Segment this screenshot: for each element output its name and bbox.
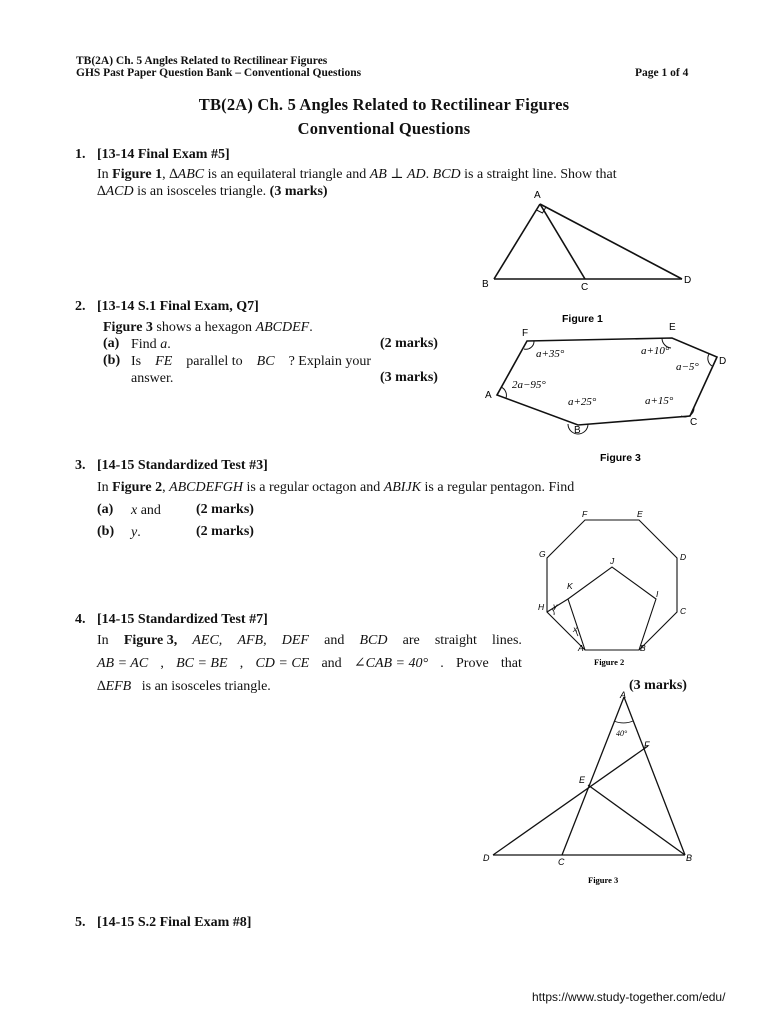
- figure-3-triangle: [478, 688, 698, 888]
- fig3-angle-label: 40°: [616, 729, 628, 738]
- hexagon-label-a: A: [485, 390, 492, 401]
- fig2-label-k: K: [567, 581, 573, 591]
- angle-label-d: a−5°: [676, 361, 699, 373]
- figure-1-label-b: B: [482, 279, 489, 290]
- q2a-marks: (2 marks): [380, 336, 438, 351]
- header-line1: TB(2A) Ch. 5 Angles Related to Rectilinear Figures: [76, 55, 328, 67]
- header-line2: GHS Past Paper Question Bank – Conventional Questions: [76, 67, 362, 79]
- figure-1-side-ab: [494, 204, 540, 279]
- q2-text: Figure 3 shows a hexagon ABCDEF.: [103, 320, 313, 335]
- fig2-label-f: F: [582, 509, 588, 519]
- q4-text-line2: AB = AC , BC = BE , CD = CE and ∠CAB = 40° . Prove that: [97, 656, 522, 671]
- q4-number: 4.: [75, 612, 86, 627]
- fig2-label-g: G: [539, 549, 546, 559]
- line-def: [493, 746, 648, 855]
- line-afb: [624, 697, 685, 855]
- fig3-label-f: F: [644, 740, 650, 750]
- q3a-marks: (2 marks): [196, 502, 254, 517]
- hexagon-label-f: F: [522, 328, 529, 339]
- q4-text-line1: In Figure 3, AEC, AFB, DEF and BCD are straight lines.: [97, 633, 522, 648]
- q2-number: 2.: [75, 299, 86, 314]
- figure-3-hexagon: [480, 308, 738, 468]
- figure-1-caption: Figure 1: [562, 313, 603, 325]
- q1-number: 1.: [75, 147, 86, 162]
- hexagon-label-d: D: [719, 356, 727, 367]
- q2b-label: (b): [103, 353, 121, 368]
- q2a-text: Find a.: [131, 337, 171, 352]
- q4-marks: (3 marks): [629, 678, 687, 693]
- q3-number: 3.: [75, 458, 86, 473]
- q3b-text: y.: [131, 525, 141, 540]
- figure-1-triangle: [474, 186, 704, 294]
- fig2-label-y: y: [553, 601, 558, 611]
- page-number: Page 1 of 4: [635, 67, 689, 79]
- fig2-label-h: H: [538, 602, 545, 612]
- angle-label-f: a+35°: [536, 348, 565, 360]
- document-subtitle: Conventional Questions: [297, 119, 471, 138]
- q2b-text-line2: answer.: [131, 371, 174, 386]
- figure-1-side-ad: [540, 204, 682, 279]
- pentagon-abijk: [568, 567, 656, 650]
- q2b-marks: (3 marks): [380, 370, 438, 385]
- figure-1-label-d: D: [684, 275, 692, 286]
- q3b-marks: (2 marks): [196, 524, 254, 539]
- fig2-label-d: D: [680, 552, 687, 562]
- angle-label-b: a+25°: [568, 396, 597, 408]
- fig2-label-a: A: [578, 643, 584, 653]
- line-hk: [547, 599, 568, 612]
- fig2-label-i: I: [656, 589, 659, 599]
- q2-source: [13-14 S.1 Final Exam, Q7]: [97, 299, 259, 314]
- fig2-label-b: B: [640, 643, 646, 653]
- hexagon-label-c: C: [690, 417, 698, 428]
- fig2-label-x: x: [573, 624, 578, 634]
- fig2-label-e: E: [637, 509, 643, 519]
- q1-text-line1: In Figure 1, ∆ABC is an equilateral triangle and AB ⊥ AD. BCD is a straight line. Show that: [97, 167, 617, 182]
- hexagon-label-b: B: [574, 425, 581, 436]
- q5-number: 5.: [75, 915, 86, 930]
- q3-source: [14-15 Standardized Test #3]: [97, 458, 268, 473]
- angle-label-a: 2a−95°: [512, 379, 546, 391]
- fig3-label-a: A: [620, 690, 627, 700]
- angle-label-c: a+15°: [645, 395, 674, 407]
- fig3-label-b: B: [686, 853, 693, 863]
- footer-url[interactable]: https://www.study-together.com/edu/: [532, 990, 726, 1004]
- q4-source: [14-15 Standardized Test #7]: [97, 612, 268, 627]
- q5-source: [14-15 S.2 Final Exam #8]: [97, 915, 252, 930]
- q3a-text: x and: [131, 503, 161, 518]
- q3-text: In Figure 2, ABCDEFGH is a regular octagon and ABIJK is a regular pentagon. Find: [97, 480, 575, 495]
- figure-1-label-a: A: [534, 190, 541, 201]
- q2b-text-line1: Is FE parallel to BC ? Explain your: [131, 354, 371, 369]
- figure-1-label-c: C: [581, 282, 589, 293]
- angle-arc-d: [708, 354, 712, 366]
- q4-text-line3: ∆EFB is an isosceles triangle.: [97, 679, 271, 694]
- angle-arc-cab: [614, 721, 633, 723]
- fig2-label-j: J: [610, 556, 615, 566]
- fig3-label-d: D: [483, 853, 490, 863]
- fig3-label-e: E: [579, 775, 586, 785]
- line-eb: [588, 785, 685, 855]
- angle-label-e: a+10°: [641, 345, 670, 357]
- q3b-label: (b): [97, 524, 115, 539]
- fig2-label-c: C: [680, 606, 687, 616]
- q2a-label: (a): [103, 336, 120, 351]
- figure-3-hexagon-caption: Figure 3: [600, 452, 641, 464]
- figure-3-triangle-caption: Figure 3: [588, 875, 619, 885]
- hexagon-label-e: E: [669, 322, 676, 333]
- line-aec: [562, 697, 624, 855]
- figure-2-caption: Figure 2: [594, 657, 625, 667]
- figure-2-octagon-pentagon: [530, 505, 700, 673]
- q1-source: [13-14 Final Exam #5]: [97, 147, 230, 162]
- q1-text-line2: ∆ACD is an isosceles triangle. (3 marks): [97, 184, 328, 199]
- fig3-label-c: C: [558, 857, 565, 867]
- document-title: TB(2A) Ch. 5 Angles Related to Rectilinear Figures: [198, 95, 570, 114]
- q3a-label: (a): [97, 502, 114, 517]
